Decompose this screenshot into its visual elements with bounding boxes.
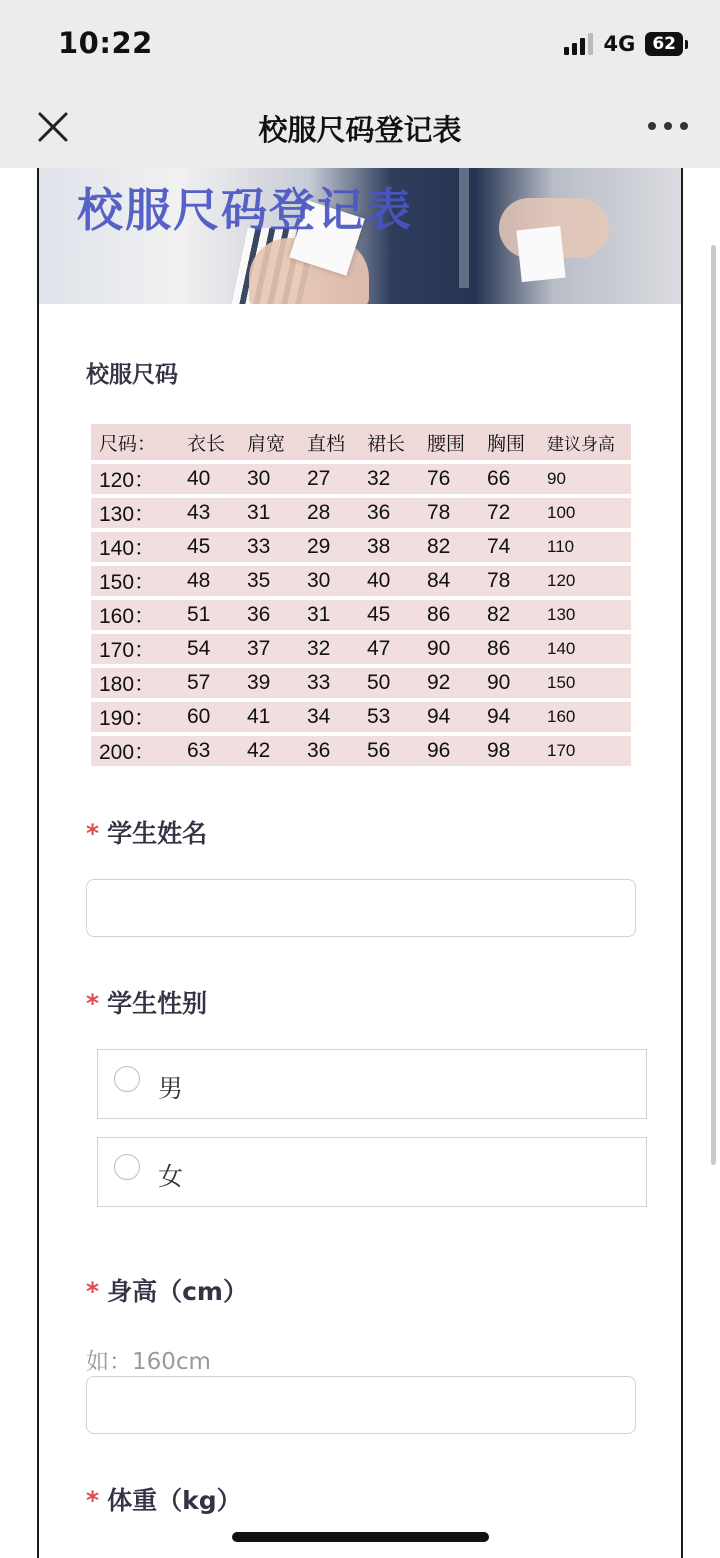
size-chart-cell: 82 [419,532,479,562]
size-chart-cell: 200： [91,736,179,766]
status-indicators [564,32,688,56]
header-cell: 直档 [299,424,359,460]
network-label: 4G [603,32,636,56]
size-chart-cell: 86 [419,600,479,630]
radio-icon[interactable] [114,1154,140,1180]
size-chart-cell: 190： [91,702,179,732]
size-chart-table [91,420,631,770]
nav-bar [0,88,720,168]
size-chart-cell: 48 [179,566,239,596]
size-chart-cell: 100 [539,498,631,528]
size-chart-cell: 82 [479,600,539,630]
size-chart-cell: 28 [299,498,359,528]
size-section-label: 校服尺码 [86,362,178,388]
size-chart-cell: 160： [91,600,179,630]
size-chart-cell: 35 [239,566,299,596]
gender-option-female[interactable] [97,1137,647,1207]
size-chart-cell: 94 [419,702,479,732]
signal-icon [564,33,593,55]
size-chart-cell: 170 [539,736,631,766]
size-chart-cell: 120： [91,464,179,494]
size-chart-cell: 45 [179,532,239,562]
size-chart-cell: 140 [539,634,631,664]
size-chart-cell: 42 [239,736,299,766]
header-cell: 裙长 [359,424,419,460]
size-chart-cell: 90 [419,634,479,664]
radio-icon[interactable] [114,1066,140,1092]
size-chart-cell: 27 [299,464,359,494]
student-name-label [86,814,207,850]
size-chart-cell: 78 [419,498,479,528]
size-chart-row [91,668,631,698]
size-chart-cell: 33 [239,532,299,562]
banner-image [39,168,681,304]
required-mark: * [86,1486,100,1515]
header-cell: 衣长 [179,424,239,460]
size-chart-cell: 66 [479,464,539,494]
required-mark: * [86,989,100,1018]
student-gender-label-text: 学生性别 [107,989,208,1018]
size-chart-cell: 120 [539,566,631,596]
size-chart-cell: 92 [419,668,479,698]
size-chart-cell: 41 [239,702,299,732]
gender-option-label: 女 [158,1162,184,1191]
header-cell: 肩宽 [239,424,299,460]
size-chart-cell: 60 [179,702,239,732]
size-chart-cell: 160 [539,702,631,732]
size-chart-row [91,702,631,732]
banner-title: 校服尺码登记表 [77,183,413,237]
size-chart-cell: 37 [239,634,299,664]
size-chart-cell: 94 [479,702,539,732]
size-chart-cell: 31 [299,600,359,630]
more-options-icon[interactable] [648,122,688,130]
size-chart-cell: 72 [479,498,539,528]
size-chart-cell: 39 [239,668,299,698]
size-chart-cell: 45 [359,600,419,630]
weight-label-text: 体重（kg） [107,1486,242,1515]
size-chart-header-row [91,424,631,460]
size-chart-cell: 38 [359,532,419,562]
size-chart-cell: 30 [299,566,359,596]
size-chart-cell: 40 [359,566,419,596]
size-chart-cell: 36 [239,600,299,630]
size-chart-row [91,736,631,766]
size-chart-cell: 76 [419,464,479,494]
size-chart-cell: 33 [299,668,359,698]
size-chart-cell: 31 [239,498,299,528]
size-chart-cell: 86 [479,634,539,664]
size-chart-cell: 90 [539,464,631,494]
size-chart-cell: 150： [91,566,179,596]
size-chart-cell: 47 [359,634,419,664]
size-chart-cell: 54 [179,634,239,664]
battery-icon [645,32,688,56]
required-mark: * [86,819,100,848]
size-chart-cell: 36 [299,736,359,766]
status-bar [0,0,720,88]
size-chart-cell: 130： [91,498,179,528]
home-indicator[interactable] [232,1532,489,1542]
size-chart-cell: 40 [179,464,239,494]
size-chart-cell: 43 [179,498,239,528]
required-mark: * [86,1277,100,1306]
size-chart-cell: 36 [359,498,419,528]
page-title: 校服尺码登记表 [258,113,462,147]
weight-label [86,1481,242,1517]
size-chart-cell: 130 [539,600,631,630]
size-chart-row [91,634,631,664]
status-time: 10:22 [58,26,153,60]
size-chart-cell: 57 [179,668,239,698]
size-chart-cell: 74 [479,532,539,562]
header-cell: 胸围 [479,424,539,460]
size-chart-cell: 32 [359,464,419,494]
size-chart-cell: 96 [419,736,479,766]
size-chart-cell: 110 [539,532,631,562]
size-chart-cell: 56 [359,736,419,766]
size-chart-cell: 84 [419,566,479,596]
size-chart-row [91,532,631,562]
header-cell: 建议身高 [539,424,631,460]
size-chart-row [91,498,631,528]
size-chart-cell: 63 [179,736,239,766]
height-label-text: 身高（cm） [107,1277,248,1306]
size-chart-cell: 180： [91,668,179,698]
size-chart-cell: 32 [299,634,359,664]
size-chart-cell: 50 [359,668,419,698]
gender-option-male[interactable] [97,1049,647,1119]
header-cell: 腰围 [419,424,479,460]
size-chart-cell: 170： [91,634,179,664]
height-label [86,1272,248,1308]
size-chart-row [91,464,631,494]
battery-level: 62 [645,32,683,56]
size-chart-cell: 78 [479,566,539,596]
student-name-label-text: 学生姓名 [107,819,208,848]
student-gender-label [86,984,207,1020]
size-chart-row [91,566,631,596]
size-chart-cell: 140： [91,532,179,562]
size-chart-row [91,600,631,630]
size-chart-cell: 98 [479,736,539,766]
gender-option-label: 男 [158,1074,184,1103]
size-chart-cell: 29 [299,532,359,562]
size-chart-cell: 34 [299,702,359,732]
size-chart-cell: 90 [479,668,539,698]
height-input[interactable] [86,1376,636,1434]
form-card [37,168,683,1558]
scrollbar[interactable] [711,245,716,1165]
size-chart-cell: 51 [179,600,239,630]
student-name-input[interactable] [86,879,636,937]
size-chart-cell: 30 [239,464,299,494]
size-chart-cell: 150 [539,668,631,698]
header-cell: 尺码： [91,424,179,460]
height-hint: 如：160cm [86,1349,211,1375]
size-chart-cell: 53 [359,702,419,732]
